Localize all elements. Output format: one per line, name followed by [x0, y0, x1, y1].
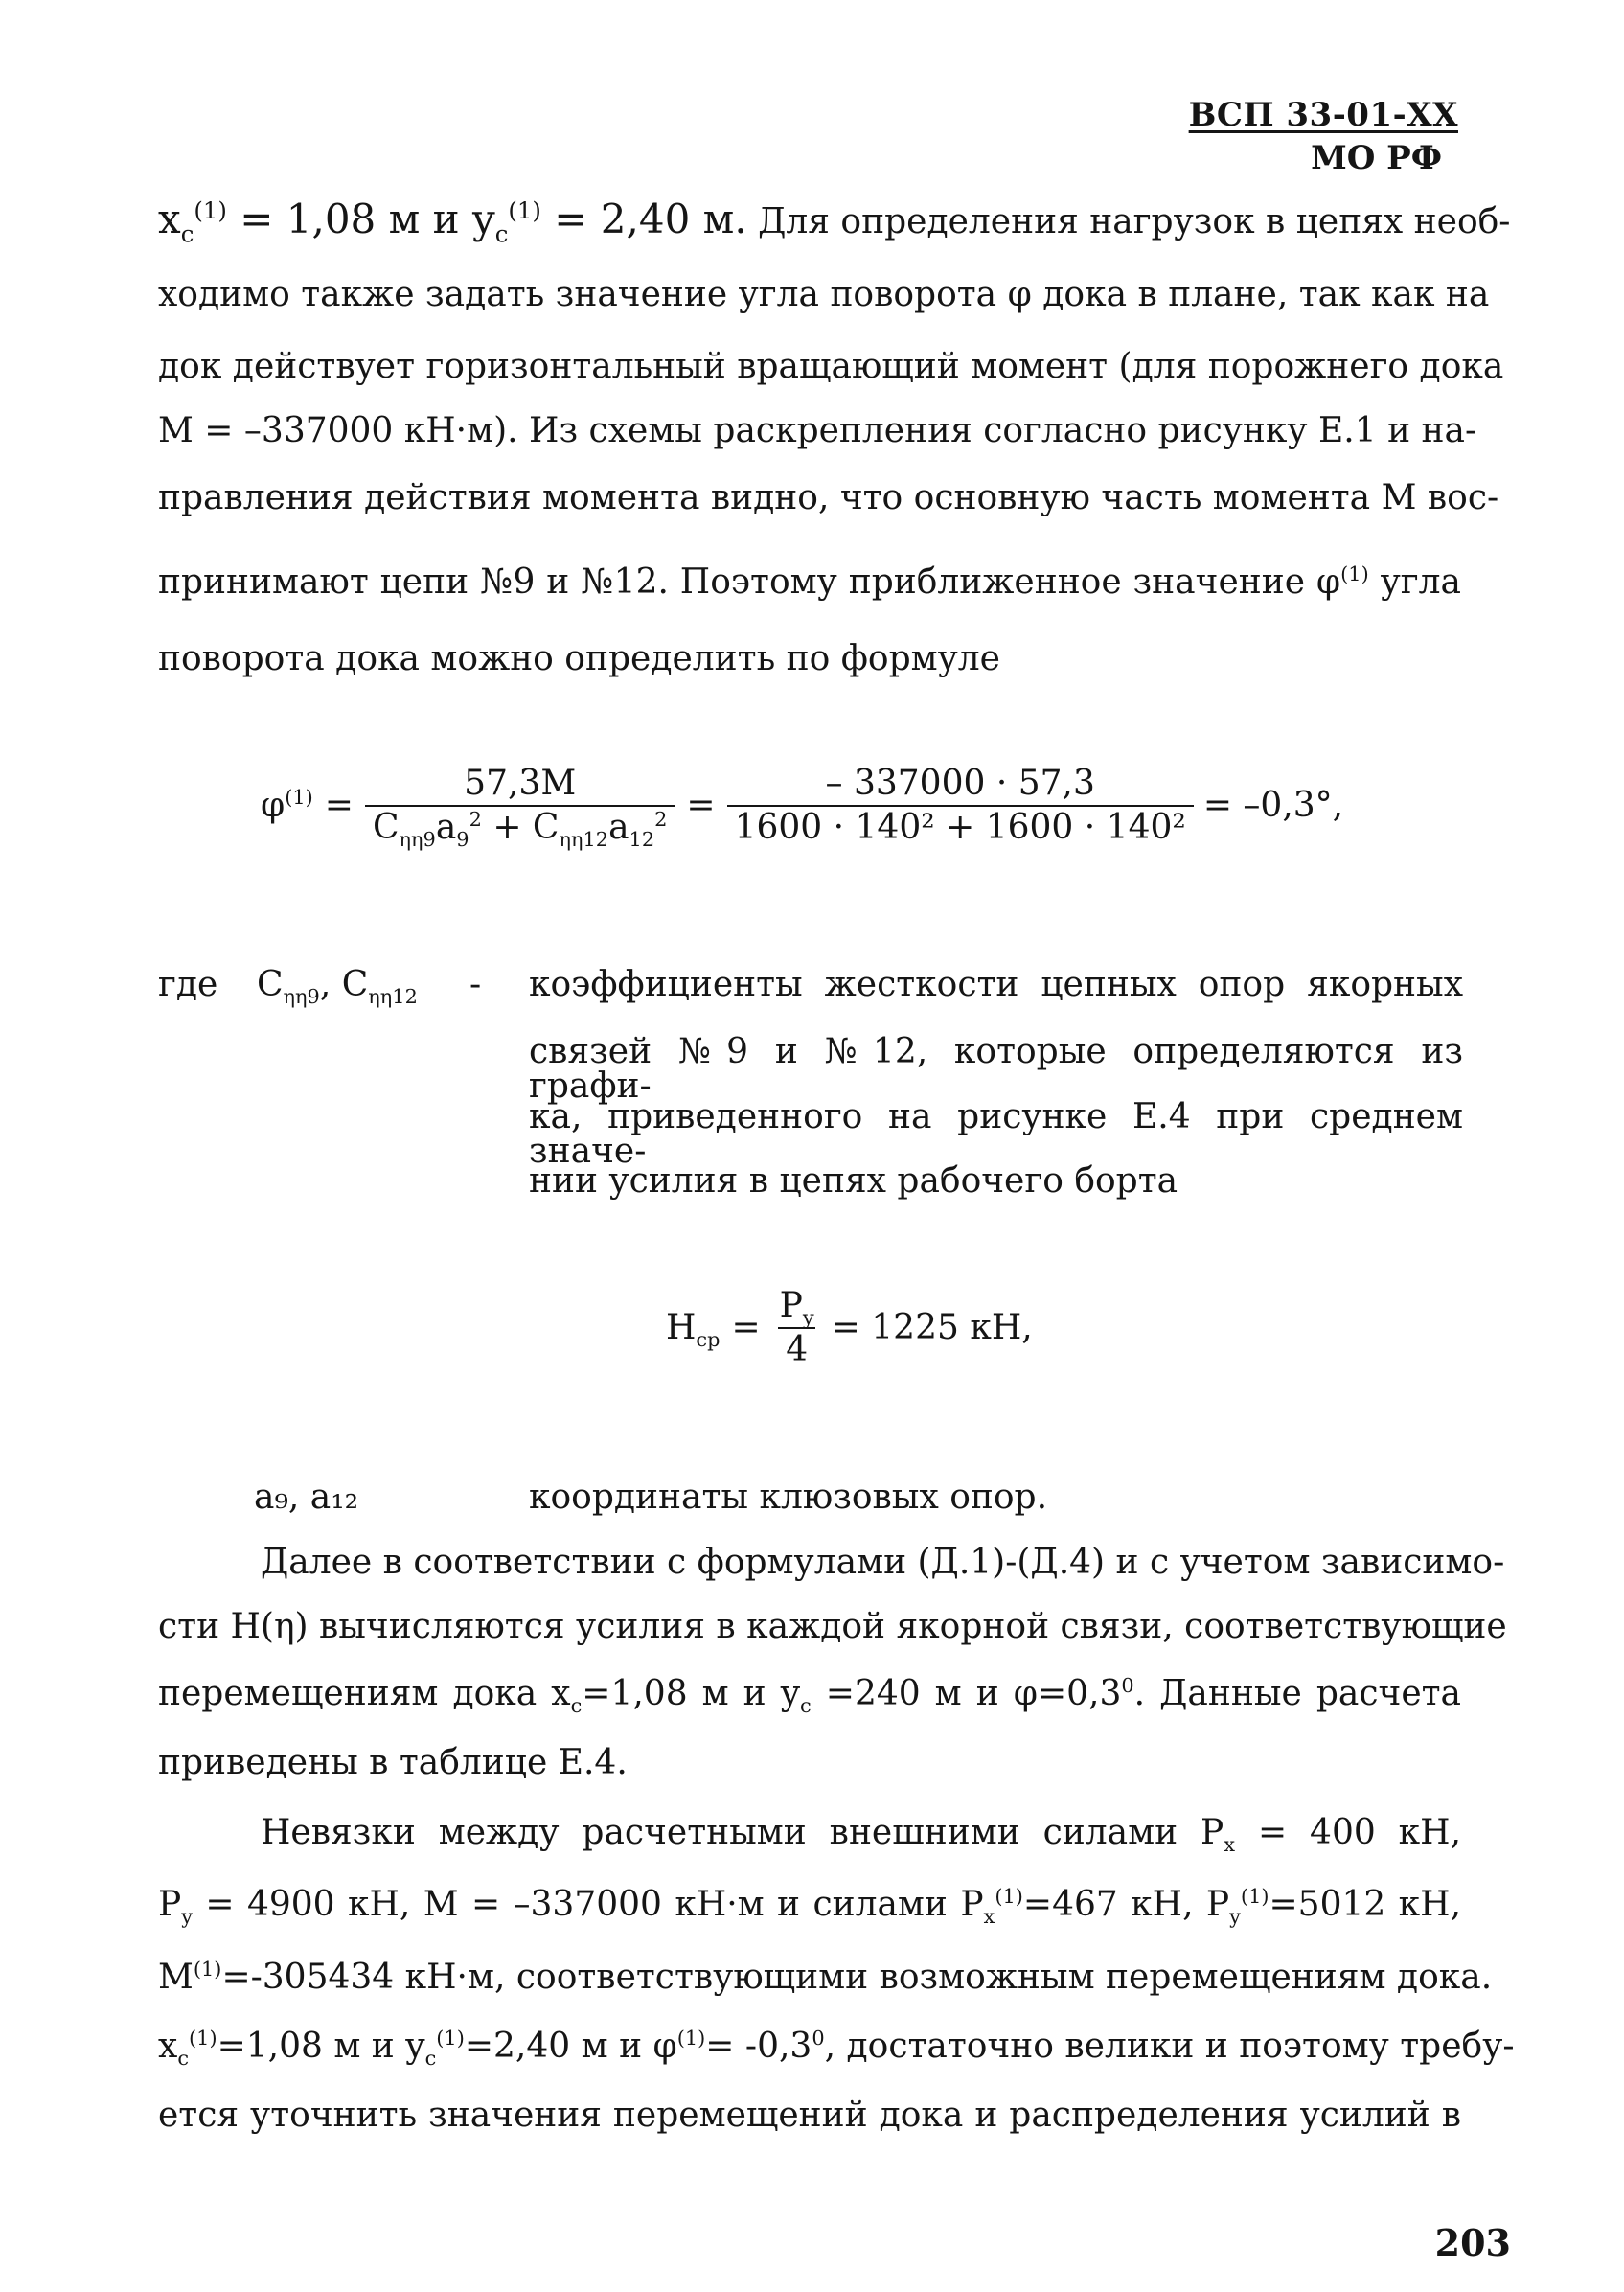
formula-h: $H_{ср}$ = $\frac{P_y}{4}$ = 1225 кН, — [666, 1286, 1033, 1369]
text-line: сти Н(η) вычисляются усилия в каждой якорной связи, соответствующие — [158, 1607, 1507, 1646]
text-line: правления действия момента видно, что основную часть момента М вос- — [158, 478, 1499, 517]
text-line: М = –337000 кН·м). Из схемы раскрепления согласно рисунку Е.1 и на- — [158, 411, 1477, 450]
definition-line: коэффициенты жесткости цепных опор якорных — [529, 965, 1463, 1004]
text-line: принимают цепи №9 и №12. Поэтому приближенное значение $\varphi^{(1)}$ угла — [158, 562, 1461, 602]
definition-line: связей №9 и №12, которые определяются из графи- — [529, 1032, 1463, 1106]
text-line: ется уточнить значения перемещений дока и распределения усилий в — [158, 2096, 1461, 2135]
fraction: $\frac{- 337000 \cdot 57,3}{\text{1600 · 140² + 1600 · 140²}}$ — [727, 767, 1194, 845]
text-line: $x_с^{(1)} = 1,08$ м и $y_с^{(1)} = 2,40$ м. Для определения нагрузок в цепях необ- — [158, 195, 1511, 248]
document-code: ВСП 33-01-ХХ — [1188, 96, 1458, 134]
text-line: поворота дока можно определить по формуле — [158, 639, 1000, 678]
definition-line: нии усилия в цепях рабочего борта — [529, 1161, 1178, 1201]
text-line: перемещениям дока $x_с=1,08$ м и $y_с =240$ м и $\varphi=0,3^0$. Данные расчета — [158, 1674, 1462, 1718]
text-line: $M^{(1)}=-305434$ кН·м, соответствующими возможным перемещениям дока. — [158, 1958, 1493, 1997]
fraction: $\frac{57,3M}{C_{\eta\eta 9}a_9^2 + C_{\eta\eta 12}a_{12}^2}$ — [365, 767, 675, 845]
organization-label: МО РФ — [1311, 139, 1442, 177]
formula-phi: $\varphi^{(1)}$ = $\frac{57,3M}{C_{\eta\eta 9}a_9^2 + C_{\eta\eta 12}a_{12}^2}$ = $\frac{- 337000 \cdot 57,3}{\text{1600 · 140² + 1600 · 140²}}$ = –0,3°, — [261, 764, 1344, 852]
text-line: $x_с^{(1)}=1,08$ м и $y_с^{(1)}=2,40$ м и $\varphi^{(1)}= -0,3^0$, достаточно велики и поэтому требу- — [158, 2027, 1515, 2071]
where-dash: - — [469, 965, 482, 1004]
where-symbols: $C_{\eta\eta 9}$, $C_{\eta\eta 12}$ — [257, 965, 418, 1009]
coords-symbols: a₉, a₁₂ — [254, 1478, 359, 1517]
text-line: ходимо также задать значение угла поворота φ дока в плане, так как на — [158, 275, 1490, 314]
text-line: Далее в соответствии с формулами (Д.1)-(Д.4) и с учетом зависимо- — [261, 1543, 1505, 1582]
definition-line: ка, приведенного на рисунке Е.4 при среднем значе- — [529, 1097, 1463, 1171]
page-number: 203 — [1434, 2221, 1511, 2264]
text-line: Невязки между расчетными внешними силами $P_x = 400$ кН, — [261, 1813, 1462, 1857]
text-line: приведены в таблице Е.4. — [158, 1743, 628, 1782]
where-label: где — [158, 965, 218, 1004]
text-line: $P_y = 4900$ кН, М = –337000 кН·м и силами $P_x^{(1)}=467$ кН, $P_y^{(1)}=5012$ кН, — [158, 1885, 1462, 1929]
fraction: $\frac{P_y}{4}$ — [779, 1286, 814, 1369]
coords-text: координаты клюзовых опор. — [529, 1478, 1048, 1517]
text-line: док действует горизонтальный вращающий момент (для порожнего дока — [158, 347, 1504, 386]
